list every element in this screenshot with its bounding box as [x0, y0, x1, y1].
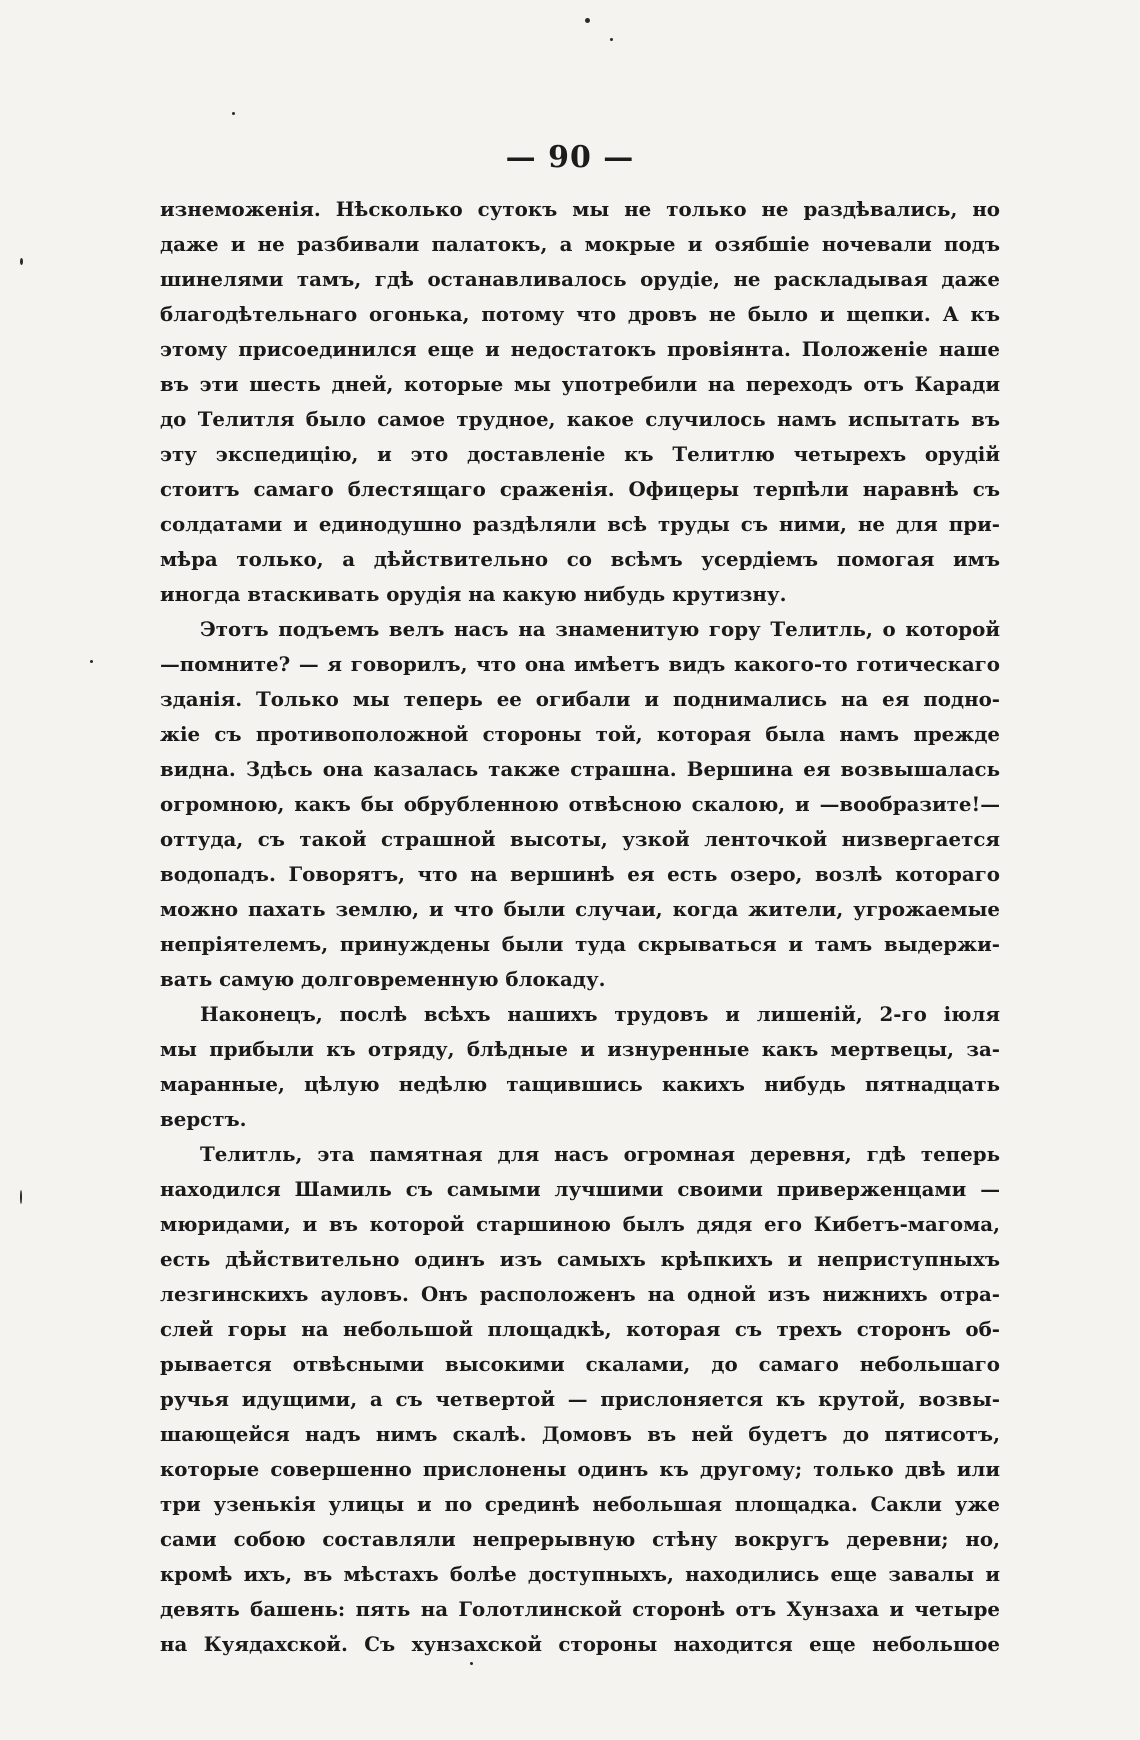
- text-line: лезгинскихъ ауловъ. Онъ расположенъ на одной изъ нижнихъ отра-: [160, 1282, 1000, 1306]
- text-line: Наконецъ, послѣ всѣхъ нашихъ трудовъ и лишеній, 2-го іюля: [200, 1002, 1000, 1026]
- text-line: Телитль, эта памятная для насъ огромная деревня, гдѣ теперь: [200, 1142, 1000, 1166]
- text-line: слей горы на небольшой площадкѣ, которая съ трехъ сторонъ об-: [160, 1317, 1000, 1341]
- ink-speck: [232, 112, 235, 115]
- ink-speck: [90, 660, 93, 663]
- text-line: девять башень: пять на Голотлинской сторонѣ отъ Хунзаха и четыре: [160, 1597, 1000, 1621]
- text-line: рывается отвѣсными высокими скалами, до самаго небольшаго: [160, 1352, 1000, 1376]
- text-line: солдатами и единодушно раздѣляли всѣ труды съ ними, не для при-: [160, 512, 1000, 536]
- text-line: непріятелемъ, принуждены были туда скрываться и тамъ выдержи-: [160, 932, 1000, 956]
- text-line: три узенькія улицы и по срединѣ небольшая площадка. Сакли уже: [160, 1492, 1000, 1516]
- text-line: можно пахать землю, и что были случаи, когда жители, угрожаемые: [160, 897, 1000, 921]
- text-line: мы прибыли къ отряду, блѣдные и изнуренные какъ мертвецы, за-: [160, 1037, 1000, 1061]
- text-line: благодѣтельнаго огонька, потому что дровъ не было и щепки. А къ: [160, 302, 1000, 326]
- text-line: сами собою составляли непрерывную стѣну вокругъ деревни; но,: [160, 1527, 1000, 1551]
- ink-speck: [585, 18, 590, 23]
- text-line: мюридами, и въ которой старшиною былъ дядя его Кибетъ-магома,: [160, 1212, 1000, 1236]
- text-line: видна. Здѣсь она казалась также страшна. Вершина ея возвышалась: [160, 757, 1000, 781]
- text-line: въ эти шесть дней, которые мы употребили на переходъ отъ Каради: [160, 372, 1000, 396]
- text-line: шающейся надъ нимъ скалѣ. Домовъ въ ней будетъ до пятисотъ,: [160, 1422, 1000, 1446]
- text-line: Этотъ подъемъ велъ насъ на знаменитую гору Телитль, о которой: [200, 617, 1000, 641]
- text-line: вать самую долговременную блокаду.: [160, 967, 606, 991]
- text-line: этому присоединился еще и недостатокъ провіянта. Положеніе наше: [160, 337, 1000, 361]
- ink-speck: [470, 1662, 473, 1665]
- text-line: зданія. Только мы теперь ее огибали и поднимались на ея подно-: [160, 687, 1000, 711]
- text-line: шинелями тамъ, гдѣ останавливалось орудіе, не раскладывая даже: [160, 267, 1000, 291]
- text-line: даже и не разбивали палатокъ, а мокрые и озябшіе ночевали подъ: [160, 232, 1000, 256]
- ink-speck: [610, 38, 613, 41]
- text-line: верстъ.: [160, 1107, 247, 1131]
- ink-speck: [20, 258, 23, 265]
- text-line: иногда втаскивать орудія на какую нибудь крутизну.: [160, 582, 787, 606]
- text-line: маранные, цѣлую недѣлю тащившись какихъ нибудь пятнадцать: [160, 1072, 1000, 1096]
- text-line: стоитъ самаго блестящаго сраженія. Офицеры терпѣли наравнѣ съ: [160, 477, 1000, 501]
- text-line: до Телитля было самое трудное, какое случилось намъ испытать въ: [160, 407, 1000, 431]
- text-line: огромною, какъ бы обрубленною отвѣсною скалою, и —вообразите!—: [160, 792, 1000, 816]
- text-line: находился Шамиль съ самыми лучшими своими приверженцами —: [160, 1177, 1000, 1201]
- text-line: жіе съ противоположной стороны той, которая была намъ прежде: [160, 722, 1000, 746]
- text-line: —помните? — я говорилъ, что она имѣетъ видъ какого-то готическаго: [160, 652, 1000, 676]
- text-line: ручья идущими, а съ четвертой — прислоняется къ крутой, возвы-: [160, 1387, 1000, 1411]
- text-line: оттуда, съ такой страшной высоты, узкой ленточкой низвергается: [160, 827, 1000, 851]
- text-line: водопадъ. Говорятъ, что на вершинѣ ея есть озеро, возлѣ котораго: [160, 862, 1000, 886]
- text-line: которые совершенно прислонены одинъ къ другому; только двѣ или: [160, 1457, 1000, 1481]
- text-line: изнеможенія. Нѣсколько сутокъ мы не только не раздѣвались, но: [160, 197, 1000, 221]
- text-line: мѣра только, а дѣйствительно со всѣмъ усердіемъ помогая имъ: [160, 547, 1000, 571]
- text-line: есть дѣйствительно одинъ изъ самыхъ крѣпкихъ и неприступныхъ: [160, 1247, 1000, 1271]
- text-line: кромѣ ихъ, въ мѣстахъ болѣе доступныхъ, находились еще завалы и: [160, 1562, 1000, 1586]
- ink-speck: [20, 1190, 22, 1204]
- page-number: — 90 —: [505, 140, 635, 175]
- text-line: на Куядахской. Съ хунзахской стороны находится еще небольшое: [160, 1632, 1000, 1656]
- text-line: эту экспедицію, и это доставленіе къ Телитлю четырехъ орудій: [160, 442, 1000, 466]
- body-text: [160, 192, 1000, 1662]
